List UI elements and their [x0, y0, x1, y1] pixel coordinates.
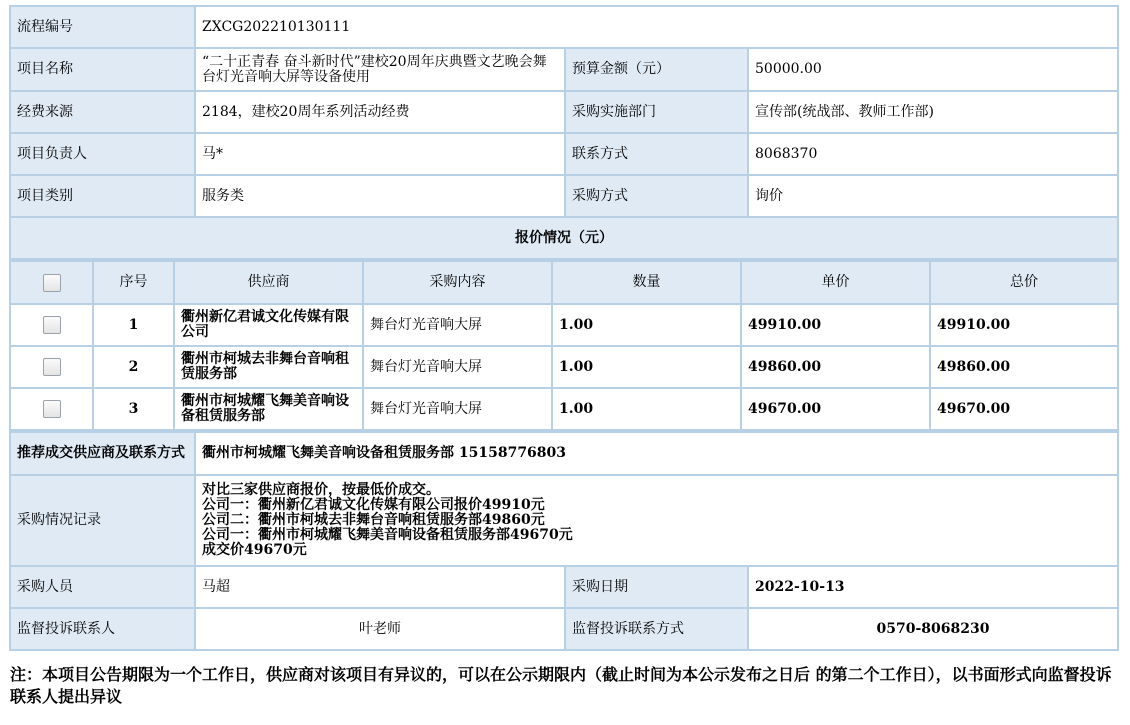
row-checkbox[interactable]	[43, 316, 61, 334]
header-unit-price: 单价	[741, 261, 930, 304]
record-line: 公司二：衢州市柯城去非舞台音响租赁服务部49860元	[202, 512, 545, 528]
header-no: 序号	[93, 261, 174, 304]
row-unit-price: 49860.00	[741, 346, 930, 388]
project-name-value: “二十正青春 奋斗新时代”建校20周年庆典暨文艺晚会舞台灯光音响大屏等设备使用	[195, 48, 565, 91]
contact-label: 联系方式	[565, 133, 748, 175]
project-name-label: 项目名称	[10, 48, 195, 91]
table-row	[10, 346, 1118, 388]
dept-label: 采购实施部门	[565, 91, 748, 133]
fund-source-label: 经费来源	[10, 91, 195, 133]
method-label: 采购方式	[565, 175, 748, 217]
row-no: 2	[93, 346, 174, 388]
row-unit-price: 49910.00	[741, 304, 930, 346]
row-content: 舞台灯光音响大屏	[363, 304, 552, 346]
process-no-value: ZXCG202210130111	[195, 6, 1118, 48]
quote-header-row	[10, 261, 1118, 304]
select-all-cell	[10, 261, 93, 304]
row-qty: 1.00	[552, 388, 741, 430]
supervisor-value: 叶老师	[195, 608, 565, 650]
table-row	[10, 304, 1118, 346]
row-qty: 1.00	[552, 304, 741, 346]
date-label: 采购日期	[565, 566, 748, 608]
row-content: 舞台灯光音响大屏	[363, 346, 552, 388]
record-value	[195, 475, 1118, 566]
buyer-label: 采购人员	[10, 566, 195, 608]
quote-section-title: 报价情况（元）	[10, 217, 1118, 259]
budget-label: 预算金额（元）	[565, 48, 748, 91]
record-line: 公司一：衢州市柯城耀飞舞美音响设备租赁服务部49670元	[202, 527, 573, 543]
leader-label: 项目负责人	[10, 133, 195, 175]
row-total: 49910.00	[930, 304, 1118, 346]
row-total: 49860.00	[930, 346, 1118, 388]
row-checkbox[interactable]	[43, 400, 61, 418]
row-supplier: 衢州市柯城耀飞舞美音响设备租赁服务部	[174, 388, 363, 430]
notice-text: 注：本项目公告期限为一个工作日，供应商对该项目有异议的，可以在公示期限内（截止时间为本公示发布之日后 的第二个工作日），以书面形式向监督投诉联系人提出异议	[10, 665, 1112, 706]
header-content: 采购内容	[363, 261, 552, 304]
buyer-value: 马超	[195, 566, 565, 608]
recommend-label: 推荐成交供应商及联系方式	[10, 432, 195, 475]
row-supplier: 衢州市柯城去非舞台音响租赁服务部	[174, 346, 363, 388]
supervisor-contact-label: 监督投诉联系方式	[565, 608, 748, 650]
row-no: 3	[93, 388, 174, 430]
contact-value: 8068370	[748, 133, 1118, 175]
result-table	[9, 431, 1119, 651]
row-total: 49670.00	[930, 388, 1118, 430]
category-value: 服务类	[195, 175, 565, 217]
row-supplier: 衢州新亿君诚文化传媒有限公司	[174, 304, 363, 346]
dept-value: 宣传部(统战部、教师工作部)	[748, 91, 1118, 133]
row-content: 舞台灯光音响大屏	[363, 388, 552, 430]
category-label: 项目类别	[10, 175, 195, 217]
supervisor-contact-value: 0570-8068230	[748, 608, 1118, 650]
row-checkbox[interactable]	[43, 358, 61, 376]
record-line: 成交价49670元	[202, 542, 307, 558]
row-select-cell	[10, 304, 93, 346]
process-no-label: 流程编号	[10, 6, 195, 48]
header-supplier: 供应商	[174, 261, 363, 304]
row-no: 1	[93, 304, 174, 346]
record-line: 公司一：衢州新亿君诚文化传媒有限公司报价49910元	[202, 497, 545, 513]
project-info-table	[9, 5, 1119, 260]
header-total: 总价	[930, 261, 1118, 304]
date-value: 2022-10-13	[748, 566, 1118, 608]
record-label: 采购情况记录	[10, 475, 195, 566]
record-line: 对比三家供应商报价，按最低价成交。	[202, 482, 440, 498]
row-select-cell	[10, 346, 93, 388]
method-value: 询价	[748, 175, 1118, 217]
leader-value: 马*	[195, 133, 565, 175]
select-all-checkbox[interactable]	[43, 274, 61, 292]
budget-value: 50000.00	[748, 48, 1118, 91]
row-unit-price: 49670.00	[741, 388, 930, 430]
header-qty: 数量	[552, 261, 741, 304]
table-row	[10, 388, 1118, 430]
fund-source-value: 2184，建校20周年系列活动经费	[195, 91, 565, 133]
supervisor-label: 监督投诉联系人	[10, 608, 195, 650]
quote-table	[9, 260, 1119, 431]
recommend-value: 衢州市柯城耀飞舞美音响设备租赁服务部 15158776803	[195, 432, 1118, 475]
row-select-cell	[10, 388, 93, 430]
row-qty: 1.00	[552, 346, 741, 388]
